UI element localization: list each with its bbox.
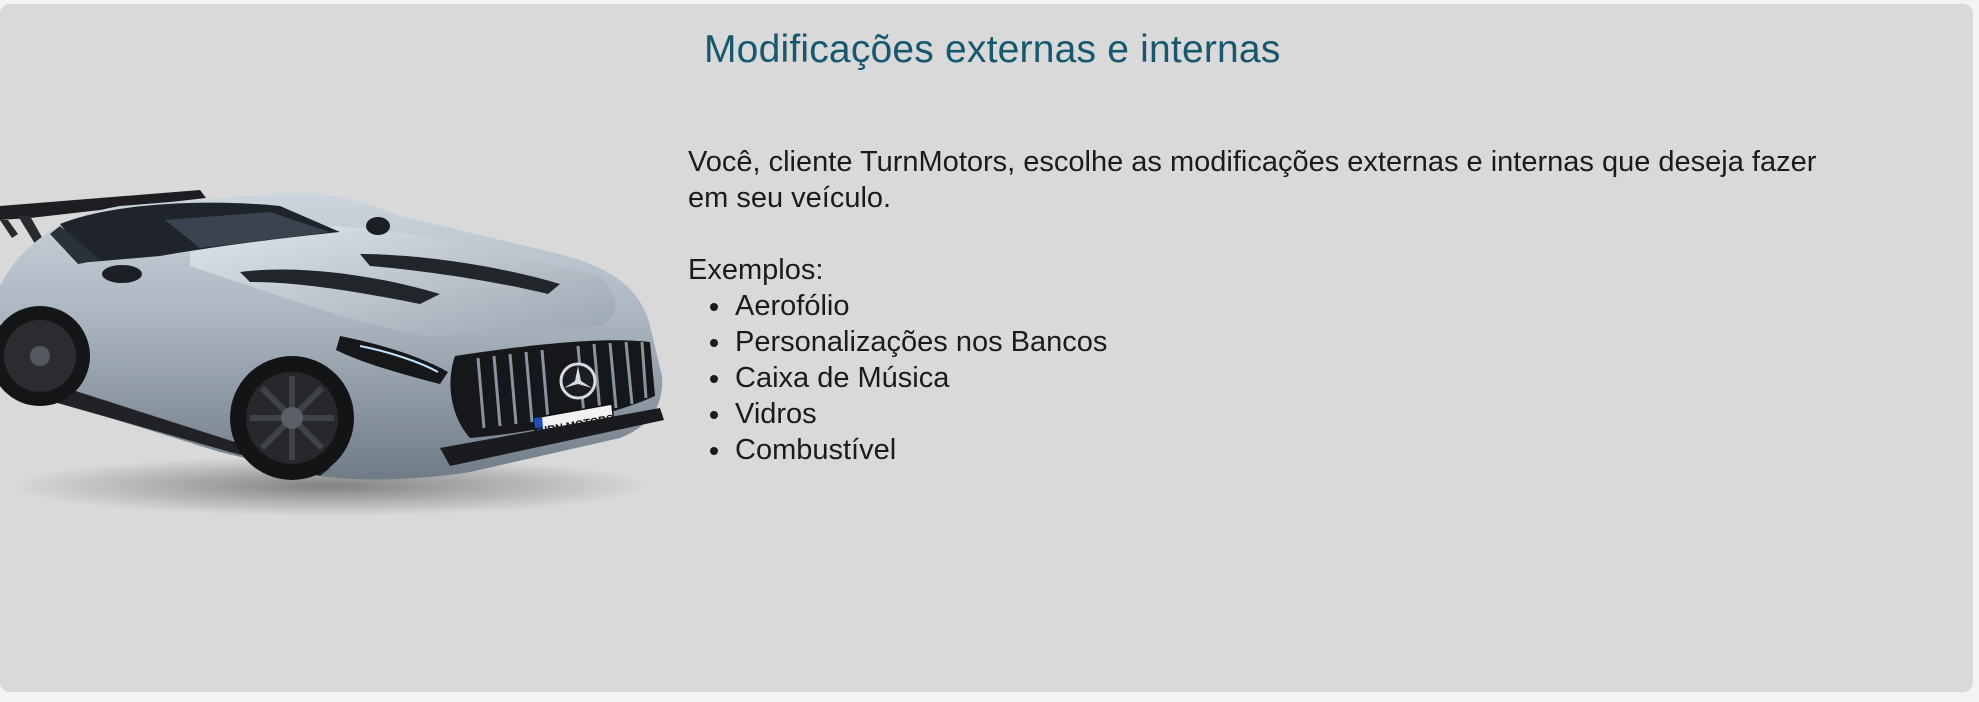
examples-label: Exemplos:: [688, 254, 824, 286]
list-item: • Personalizações nos Bancos: [733, 324, 1888, 360]
description-block: [688, 144, 1888, 468]
content-card: [0, 4, 1973, 692]
list-item: • Caixa de Música: [733, 360, 1888, 396]
list-item: • Vidros: [733, 396, 1888, 432]
car-image: [0, 176, 670, 524]
examples-list: [688, 288, 1888, 468]
section-title: Modificações externas e internas: [704, 28, 1281, 71]
intro-text: Você, cliente TurnMotors, escolhe as modificações externas e internas que deseja fazer em seu veículo.: [688, 146, 1817, 214]
front-wheel: [230, 356, 354, 480]
list-item: • Combustível: [733, 432, 1888, 468]
list-item: • Aerofólio: [733, 288, 1888, 324]
